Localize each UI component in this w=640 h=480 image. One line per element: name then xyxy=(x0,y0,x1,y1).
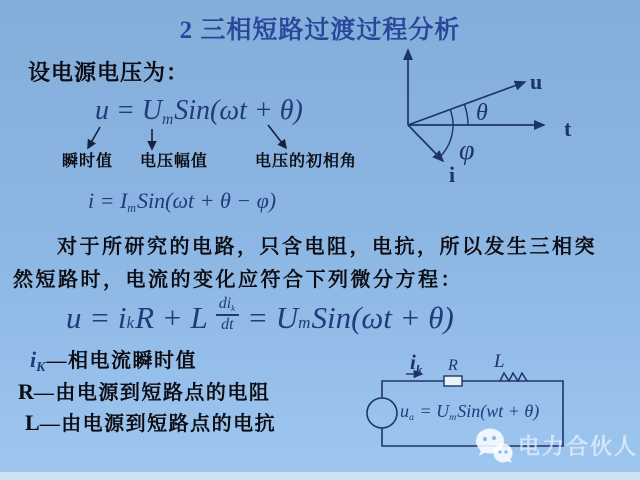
srceq-p2-sub: m xyxy=(449,411,457,423)
diffeq-p3-sub-m: m xyxy=(298,313,311,333)
intro-text: 设电源电压为： xyxy=(28,60,190,85)
phasor-diagram xyxy=(380,40,590,192)
voltage-source xyxy=(367,398,397,428)
definition-l xyxy=(25,407,276,436)
phi-angle-arc xyxy=(439,110,453,158)
phi-angle-label: φ xyxy=(459,135,475,166)
diffeq-p1-sub-k: k xyxy=(126,313,135,333)
resistor-box xyxy=(444,376,462,386)
u-vector xyxy=(408,82,525,125)
srceq-p1-sub: a xyxy=(409,411,414,423)
current-equation-rhs: Sin(ωt + θ − φ) xyxy=(137,188,277,213)
definition-l-text: —由电源到短路点的电抗 xyxy=(39,413,277,435)
definition-ik-subscript: K xyxy=(36,360,46,376)
definition-r-text: —由电源到短路点的电阻 xyxy=(33,382,271,404)
voltage-equation-rhs: Sin(ωt + θ) xyxy=(174,95,303,126)
u-vector-label: u xyxy=(530,69,543,94)
diffeq-p2: R + L xyxy=(135,300,208,335)
i-vector xyxy=(408,125,443,161)
slide-title: 2 三相短路过渡过程分析 xyxy=(179,17,461,44)
t-axis-label: t xyxy=(564,116,572,141)
differential-equation xyxy=(66,294,454,342)
current-equation-lhs: i = I xyxy=(88,188,128,213)
srceq-p2: = U xyxy=(414,401,450,421)
diffeq-p4: Sin(ωt + θ) xyxy=(311,300,454,335)
label-instantaneous-value: 瞬时值 xyxy=(62,153,114,170)
diffeq-p1: u = i xyxy=(66,300,127,335)
definition-ik-symbol: i xyxy=(30,347,37,372)
definition-ik xyxy=(30,344,197,376)
diffeq-frac-num-sub: k xyxy=(231,302,236,313)
definition-ik-text: —相电流瞬时值 xyxy=(46,350,197,372)
watermark-text: 电力合伙人 xyxy=(518,434,639,459)
srceq-p3: Sin(wt + θ) xyxy=(457,401,540,421)
srceq-p1: u xyxy=(400,401,409,421)
diffeq-p3: = U xyxy=(247,300,299,335)
paragraph-line-2: 然短路时，电流的变化应符合下列微分方程： xyxy=(13,269,463,291)
diffeq-frac-den: dt xyxy=(221,316,234,333)
definition-l-symbol: L xyxy=(25,410,40,435)
voltage-equation-sub-m: m xyxy=(162,110,174,128)
definition-r-symbol: R xyxy=(18,379,34,404)
arrow-to-instantaneous xyxy=(88,127,100,148)
diffeq-fraction xyxy=(216,296,239,334)
theta-angle-arc xyxy=(464,105,468,126)
inductor-coil xyxy=(500,373,527,381)
current-equation xyxy=(88,188,276,214)
paragraph-line-1: 对于所研究的电路，只含电阻，电抗，所以发生三相突 xyxy=(57,236,597,258)
label-initial-phase-angle: 电压的初相角 xyxy=(255,153,358,170)
i-vector-label: i xyxy=(449,162,456,187)
bottom-strip xyxy=(0,472,640,480)
source-voltage-equation xyxy=(400,401,539,422)
watermark xyxy=(474,427,638,464)
theta-angle-label: θ xyxy=(476,100,488,126)
current-equation-sub-m: m xyxy=(127,200,137,215)
wechat-icon xyxy=(474,427,514,464)
definition-r xyxy=(18,376,270,405)
circuit-current-label: $i_k$ xyxy=(410,350,423,377)
body-paragraph xyxy=(13,231,633,297)
label-voltage-amplitude: 电压幅值 xyxy=(140,153,209,170)
circuit-resistor-label: R xyxy=(448,357,458,374)
circuit-inductor-label: L xyxy=(494,351,505,372)
arrow-to-initial-phase xyxy=(268,125,286,148)
voltage-equation-lhs: u = U xyxy=(95,95,163,126)
diffeq-frac-num: di xyxy=(218,295,232,313)
